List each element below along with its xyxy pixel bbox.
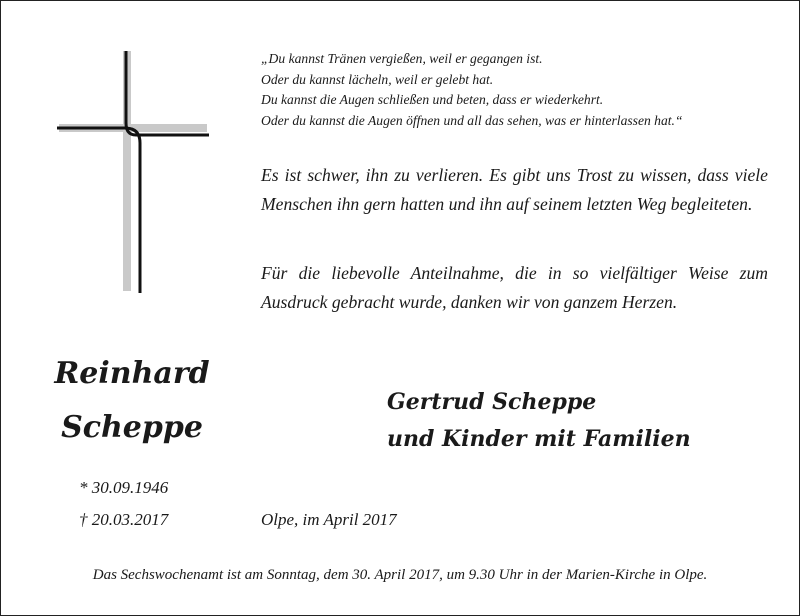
mourner-name: Gertrud Scheppe [387,389,597,415]
birth-date: * 30.09.1946 [79,478,169,497]
quote [261,49,781,131]
service-notice: Das Sechswochenamt ist am Sonntag, dem 30. April 2017, um 9.30 Uhr in der Marien-Kirche in Olpe. [92,567,708,583]
mourner-family: und Kinder mit Familien [387,426,691,452]
death-date: † 20.03.2017 [79,510,169,529]
place-date: Olpe, im April 2017 [261,510,397,529]
paragraph-consolation: Es ist schwer, ihn zu verlieren. Es gibt uns Trost zu wissen, dass viele Menschen ihn gern hatten und ihn auf seinem letzten Weg begleiteten. [261,165,768,214]
deceased-last-name: Scheppe [61,410,203,445]
quote-line: Du kannst die Augen schließen und beten, dass er wiederkehrt. [261,92,604,107]
quote-line: Oder du kannst lächeln, weil er gelebt hat. [261,71,494,87]
quote-line: Oder du kannst die Augen öffnen und all das sehen, was er hinterlassen hat.“ [261,112,683,128]
paragraph-thanks: Für die liebevolle Anteilnahme, die in so vielfältiger Weise zum Ausdruck gebracht wurde, danken wir von ganzem Herzen. [261,263,768,312]
cross-icon [57,51,209,293]
deceased-first-name: Reinhard [54,356,210,391]
quote-line: „Du kannst Tränen vergießen, weil er gegangen ist. [261,51,543,66]
